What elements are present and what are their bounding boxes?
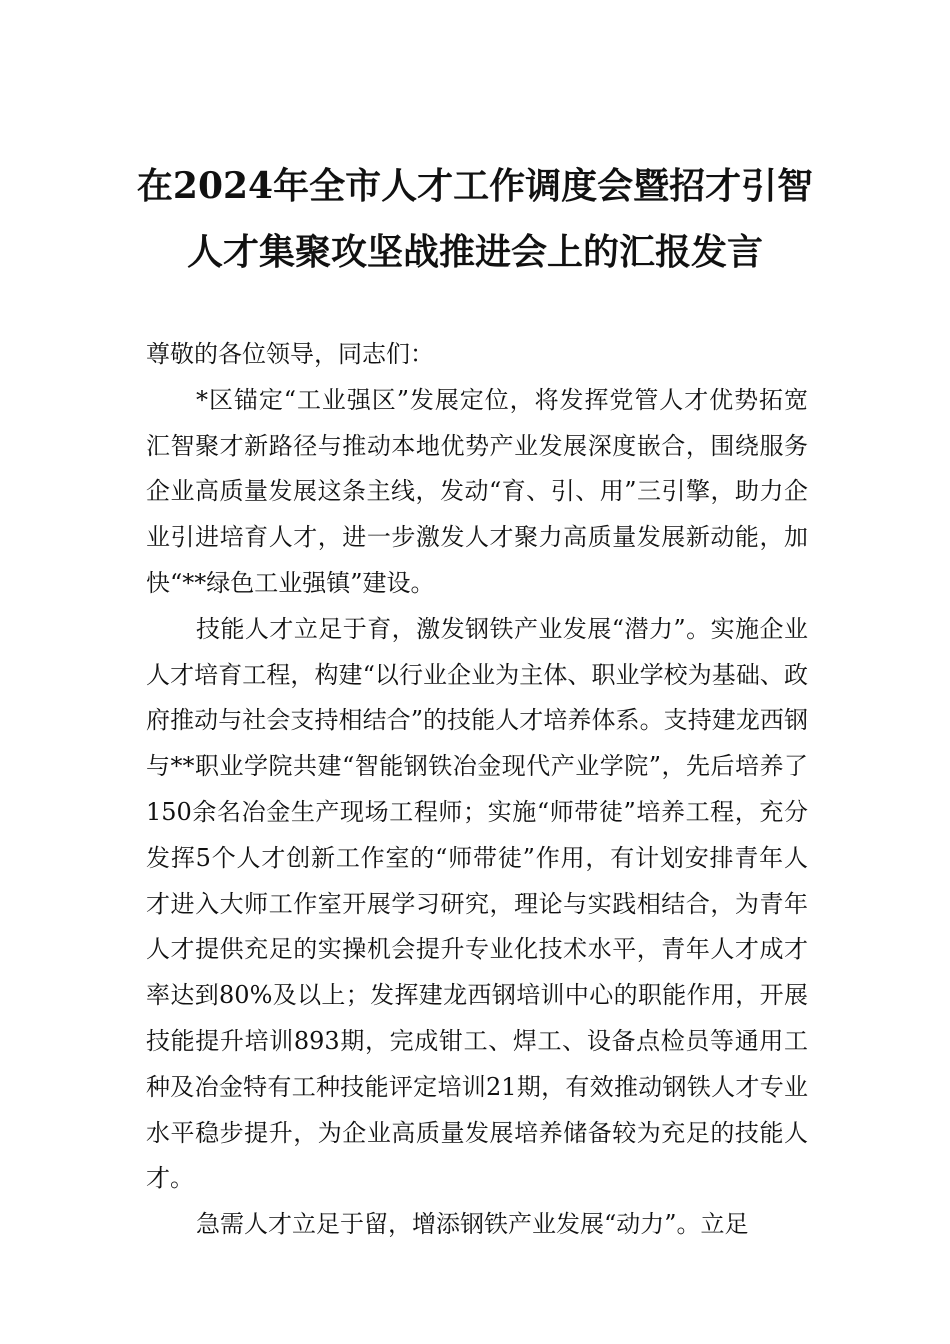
paragraph-skill-talent: 技能人才立足于育，激发钢铁产业发展“潜力”。实施企业人才培育工程，构建“以行业企业为主体、职业学校为基础、政府推动与社会支持相结合”的技能人才培养体系。支持建龙西钢与**职业学院共建“智能钢铁冶金现代产业学院”，先后培养了150余名冶金生产现场工程师；实施“师带徒”培养工程，充分发挥5个人才创新工作室的“师带徒”作用，有计划安排青年人才进入大师工作室开展学习研究，理论与实践相结合，为青年人才提供充足的实操机会提升专业化技术水平，青年人才成才率达到80%及以上；发挥建龙西钢培训中心的职能作用，开展技能提升培训893期，完成钳工、焊工、设备点检员等通用工种及冶金特有工种技能评定培训21期，有效推动钢铁人才专业水平稳步提升，为企业高质量发展培养储备较为充足的技能人才。 [146,614,808,1193]
document-title-line-1: 在2024年全市人才工作调度会暨招才引智 [136,165,814,207]
document-title-line-2: 人才集聚攻坚战推进会上的汇报发言 [186,231,763,273]
salutation: 尊敬的各位领导，同志们： [146,340,434,368]
paragraph-urgent-talent: 急需人才立足于留，增添钢铁产业发展“动力”。立足 [196,1210,749,1239]
paragraph-intro: *区锚定“工业强区”发展定位，将发挥党管人才优势拓宽汇智聚才新路径与推动本地优势产业发展深度嵌合，围绕服务企业高质量发展这条主线，发动“育、引、用”三引擎，助力企业引进培育人才，进一步激发人才聚力高质量发展新动能，加快“**绿色工业强镇”建设。 [146,385,808,597]
document-body [146,332,808,1248]
